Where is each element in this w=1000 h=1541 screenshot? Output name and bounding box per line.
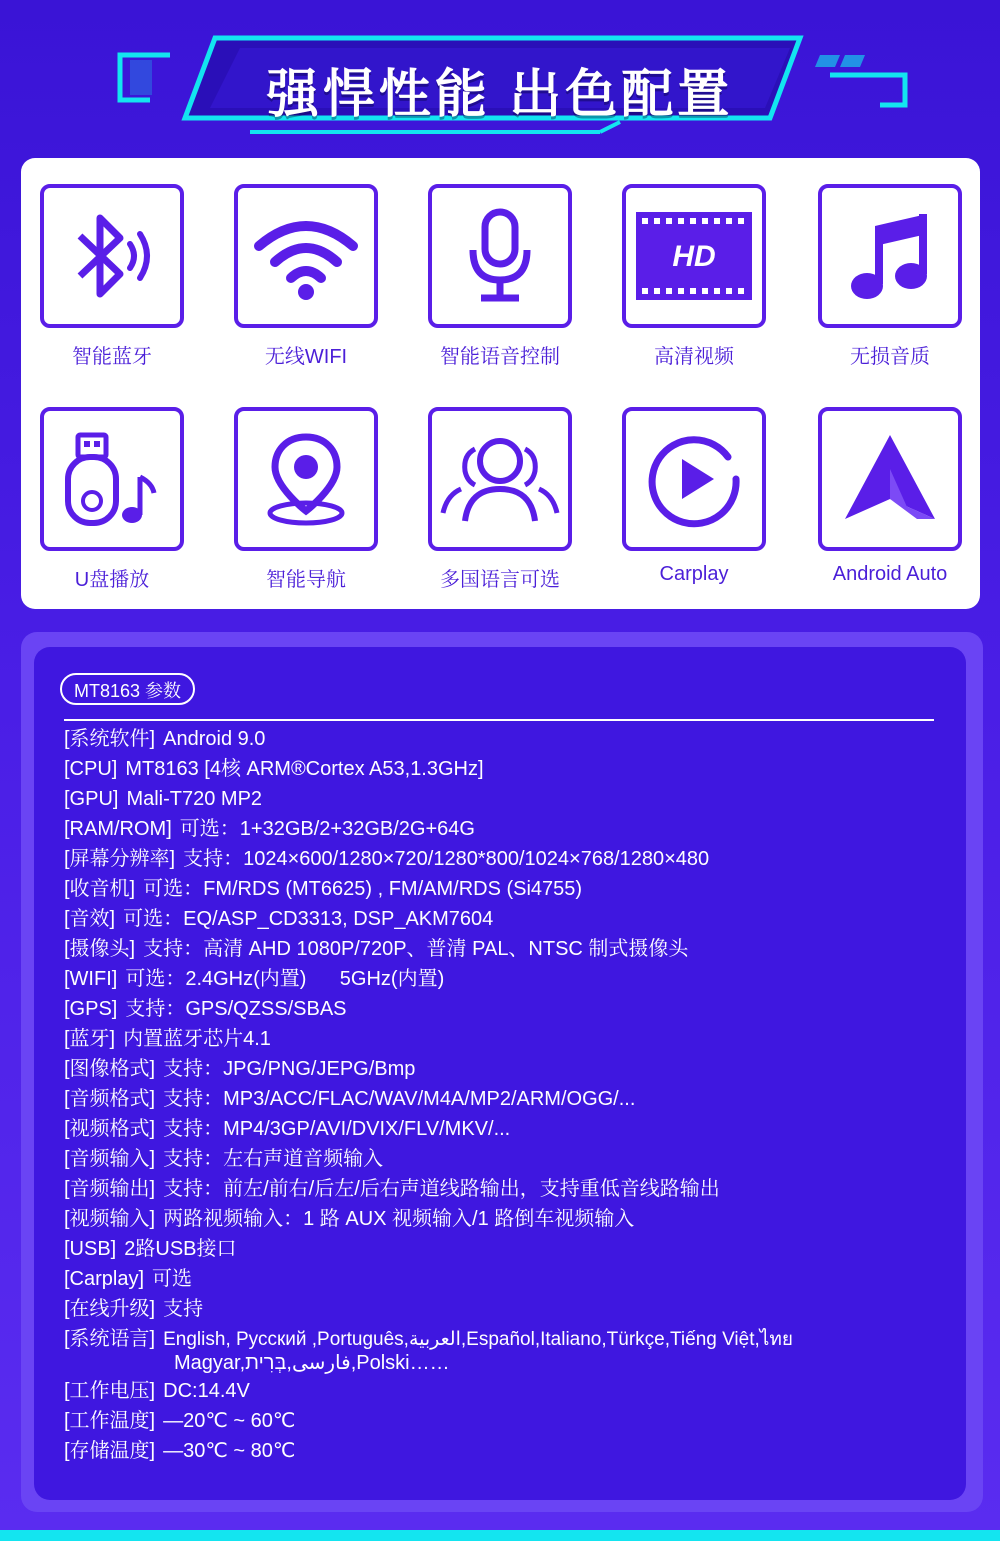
spec-value-continued: Magyar,فارسی,בְּרִית,Polski…… xyxy=(174,1352,450,1374)
spec-value: 支持 xyxy=(163,1298,204,1320)
spec-key: [音频格式] xyxy=(64,1088,156,1110)
feature-voice xyxy=(425,184,575,369)
spec-value: English, Русский ,Português,العربية,Español,Italiano,Türkçe,Tiếng Việt,ไทย xyxy=(163,1329,793,1350)
spec-row xyxy=(64,724,944,754)
spec-value: 可选：1+32GB/2+32GB/2G+64G xyxy=(179,818,475,840)
spec-value: 可选 xyxy=(152,1268,193,1290)
spec-value: 支持：JPG/PNG/JEPG/Bmp xyxy=(163,1058,416,1080)
spec-key: [蓝牙] xyxy=(64,1028,116,1050)
spec-row xyxy=(64,1024,944,1054)
feature-android-auto xyxy=(815,407,965,586)
spec-row xyxy=(64,1204,944,1234)
spec-key: [USB] xyxy=(64,1238,117,1260)
spec-list xyxy=(64,724,944,1466)
spec-row xyxy=(64,1084,944,1114)
spec-key: [GPS] xyxy=(64,998,118,1020)
feature-card xyxy=(21,158,980,609)
spec-key: [屏幕分辨率] xyxy=(64,848,176,870)
spec-value: 可选：EQ/ASP_CD3313, DSP_AKM7604 xyxy=(123,908,494,930)
spec-key: [音频输入] xyxy=(64,1148,156,1170)
feature-navigation xyxy=(231,407,381,592)
spec-key: [工作温度] xyxy=(64,1410,156,1432)
spec-value: —20℃ ~ 60℃ xyxy=(163,1410,296,1432)
feature-label: 多国语言可选 xyxy=(440,569,560,591)
feature-lossless-audio xyxy=(815,184,965,369)
spec-row xyxy=(64,1324,944,1376)
spec-key: [收音机] xyxy=(64,878,136,900)
people-icon xyxy=(435,429,565,529)
spec-value: Mali-T720 MP2 xyxy=(126,788,263,810)
spec-row xyxy=(64,1054,944,1084)
spec-row xyxy=(64,934,944,964)
spec-value: 可选：2.4GHz(内置) 5GHz(内置) xyxy=(125,968,445,990)
spec-value: 可选：FM/RDS (MT6625) , FM/AM/RDS (Si4755) xyxy=(143,878,583,900)
spec-row xyxy=(64,874,944,904)
spec-key: [视频格式] xyxy=(64,1118,156,1140)
spec-value: 2路USB接口 xyxy=(124,1238,237,1260)
spec-row xyxy=(64,1436,944,1466)
spec-row xyxy=(64,1144,944,1174)
android-auto-icon xyxy=(835,429,945,529)
spec-row xyxy=(64,754,944,784)
spec-key: [在线升级] xyxy=(64,1298,156,1320)
spec-row xyxy=(64,1174,944,1204)
banner-title: 强悍性能 出色配置 xyxy=(266,66,734,124)
spec-key: [图像格式] xyxy=(64,1058,156,1080)
feature-label: 无损音质 xyxy=(850,346,930,368)
wifi-icon xyxy=(251,206,361,306)
spec-key: [WIFI] xyxy=(64,968,118,990)
spec-key: [系统语言] xyxy=(64,1328,156,1350)
spec-value: MT8163 [4核 ARM®Cortex A53,1.3GHz] xyxy=(125,758,484,780)
hd-video-icon xyxy=(634,208,754,304)
spec-key: [GPU] xyxy=(64,788,119,810)
header-banner xyxy=(0,0,1000,150)
spec-row xyxy=(64,1264,944,1294)
feature-label: 无线WIFI xyxy=(264,346,348,368)
spec-value: 支持：前左/前右/后左/后右声道线路输出，支持重低音线路输出 xyxy=(163,1178,720,1200)
spec-value: 支持：1024×600/1280×720/1280*800/1024×768/1280×480 xyxy=(183,848,710,870)
spec-row xyxy=(64,844,944,874)
bottom-accent-bar xyxy=(0,1530,1000,1541)
spec-value: 内置蓝牙芯片4.1 xyxy=(123,1028,271,1050)
spec-row xyxy=(64,964,944,994)
spec-key: [CPU] xyxy=(64,758,118,780)
location-pin-icon xyxy=(261,429,351,529)
feature-usb-playback xyxy=(37,407,187,592)
play-circle-icon xyxy=(644,429,744,529)
spec-row xyxy=(64,1406,944,1436)
music-note-icon xyxy=(845,206,935,306)
feature-label: U盘播放 xyxy=(74,569,150,591)
feature-bluetooth xyxy=(37,184,187,369)
spec-key: [视频输入] xyxy=(64,1208,156,1230)
spec-row xyxy=(64,1114,944,1144)
spec-row xyxy=(64,994,944,1024)
hd-badge-text: HD xyxy=(672,240,716,273)
feature-label: 高清视频 xyxy=(654,346,734,368)
feature-multi-language xyxy=(425,407,575,592)
spec-value: 支持：GPS/QZSS/SBAS xyxy=(125,998,347,1020)
spec-row xyxy=(64,814,944,844)
spec-badge: MT8163 参数 xyxy=(60,673,195,705)
spec-row xyxy=(64,904,944,934)
feature-carplay xyxy=(619,407,769,586)
spec-key: [摄像头] xyxy=(64,938,136,960)
feature-hd-video xyxy=(619,184,769,369)
feature-label: 智能导航 xyxy=(266,569,346,591)
spec-value: 支持：MP4/3GP/AVI/DVIX/FLV/MKV/... xyxy=(163,1118,511,1140)
spec-value: —30℃ ~ 80℃ xyxy=(163,1440,296,1462)
spec-value: 支持：MP3/ACC/FLAC/WAV/M4A/MP2/ARM/OGG/... xyxy=(163,1088,636,1110)
spec-key: [音效] xyxy=(64,908,116,930)
spec-value: DC:14.4V xyxy=(163,1380,250,1402)
spec-key: [工作电压] xyxy=(64,1380,156,1402)
spec-key: [存储温度] xyxy=(64,1440,156,1462)
spec-key: [RAM/ROM] xyxy=(64,818,172,840)
feature-wifi xyxy=(231,184,381,369)
feature-label: 智能蓝牙 xyxy=(72,346,152,368)
spec-row xyxy=(64,1376,944,1406)
usb-drive-icon xyxy=(62,429,162,529)
spec-row xyxy=(64,1294,944,1324)
spec-value: 支持：高清 AHD 1080P/720P、普清 PAL、NTSC 制式摄像头 xyxy=(143,938,689,960)
spec-key: [Carplay] xyxy=(64,1268,145,1290)
spec-row xyxy=(64,784,944,814)
spec-value: Android 9.0 xyxy=(163,728,266,750)
divider xyxy=(64,719,934,721)
feature-label: Android Auto xyxy=(832,563,948,585)
microphone-icon xyxy=(455,206,545,306)
spec-value: 支持：左右声道音频输入 xyxy=(163,1148,384,1170)
spec-row xyxy=(64,1234,944,1264)
spec-key: [系统软件] xyxy=(64,728,156,750)
bluetooth-icon xyxy=(62,206,162,306)
feature-label: Carplay xyxy=(659,563,729,585)
spec-value: 两路视频输入：1 路 AUX 视频输入/1 路倒车视频输入 xyxy=(163,1208,635,1230)
spec-key: [音频输出] xyxy=(64,1178,156,1200)
feature-label: 智能语音控制 xyxy=(440,346,560,368)
